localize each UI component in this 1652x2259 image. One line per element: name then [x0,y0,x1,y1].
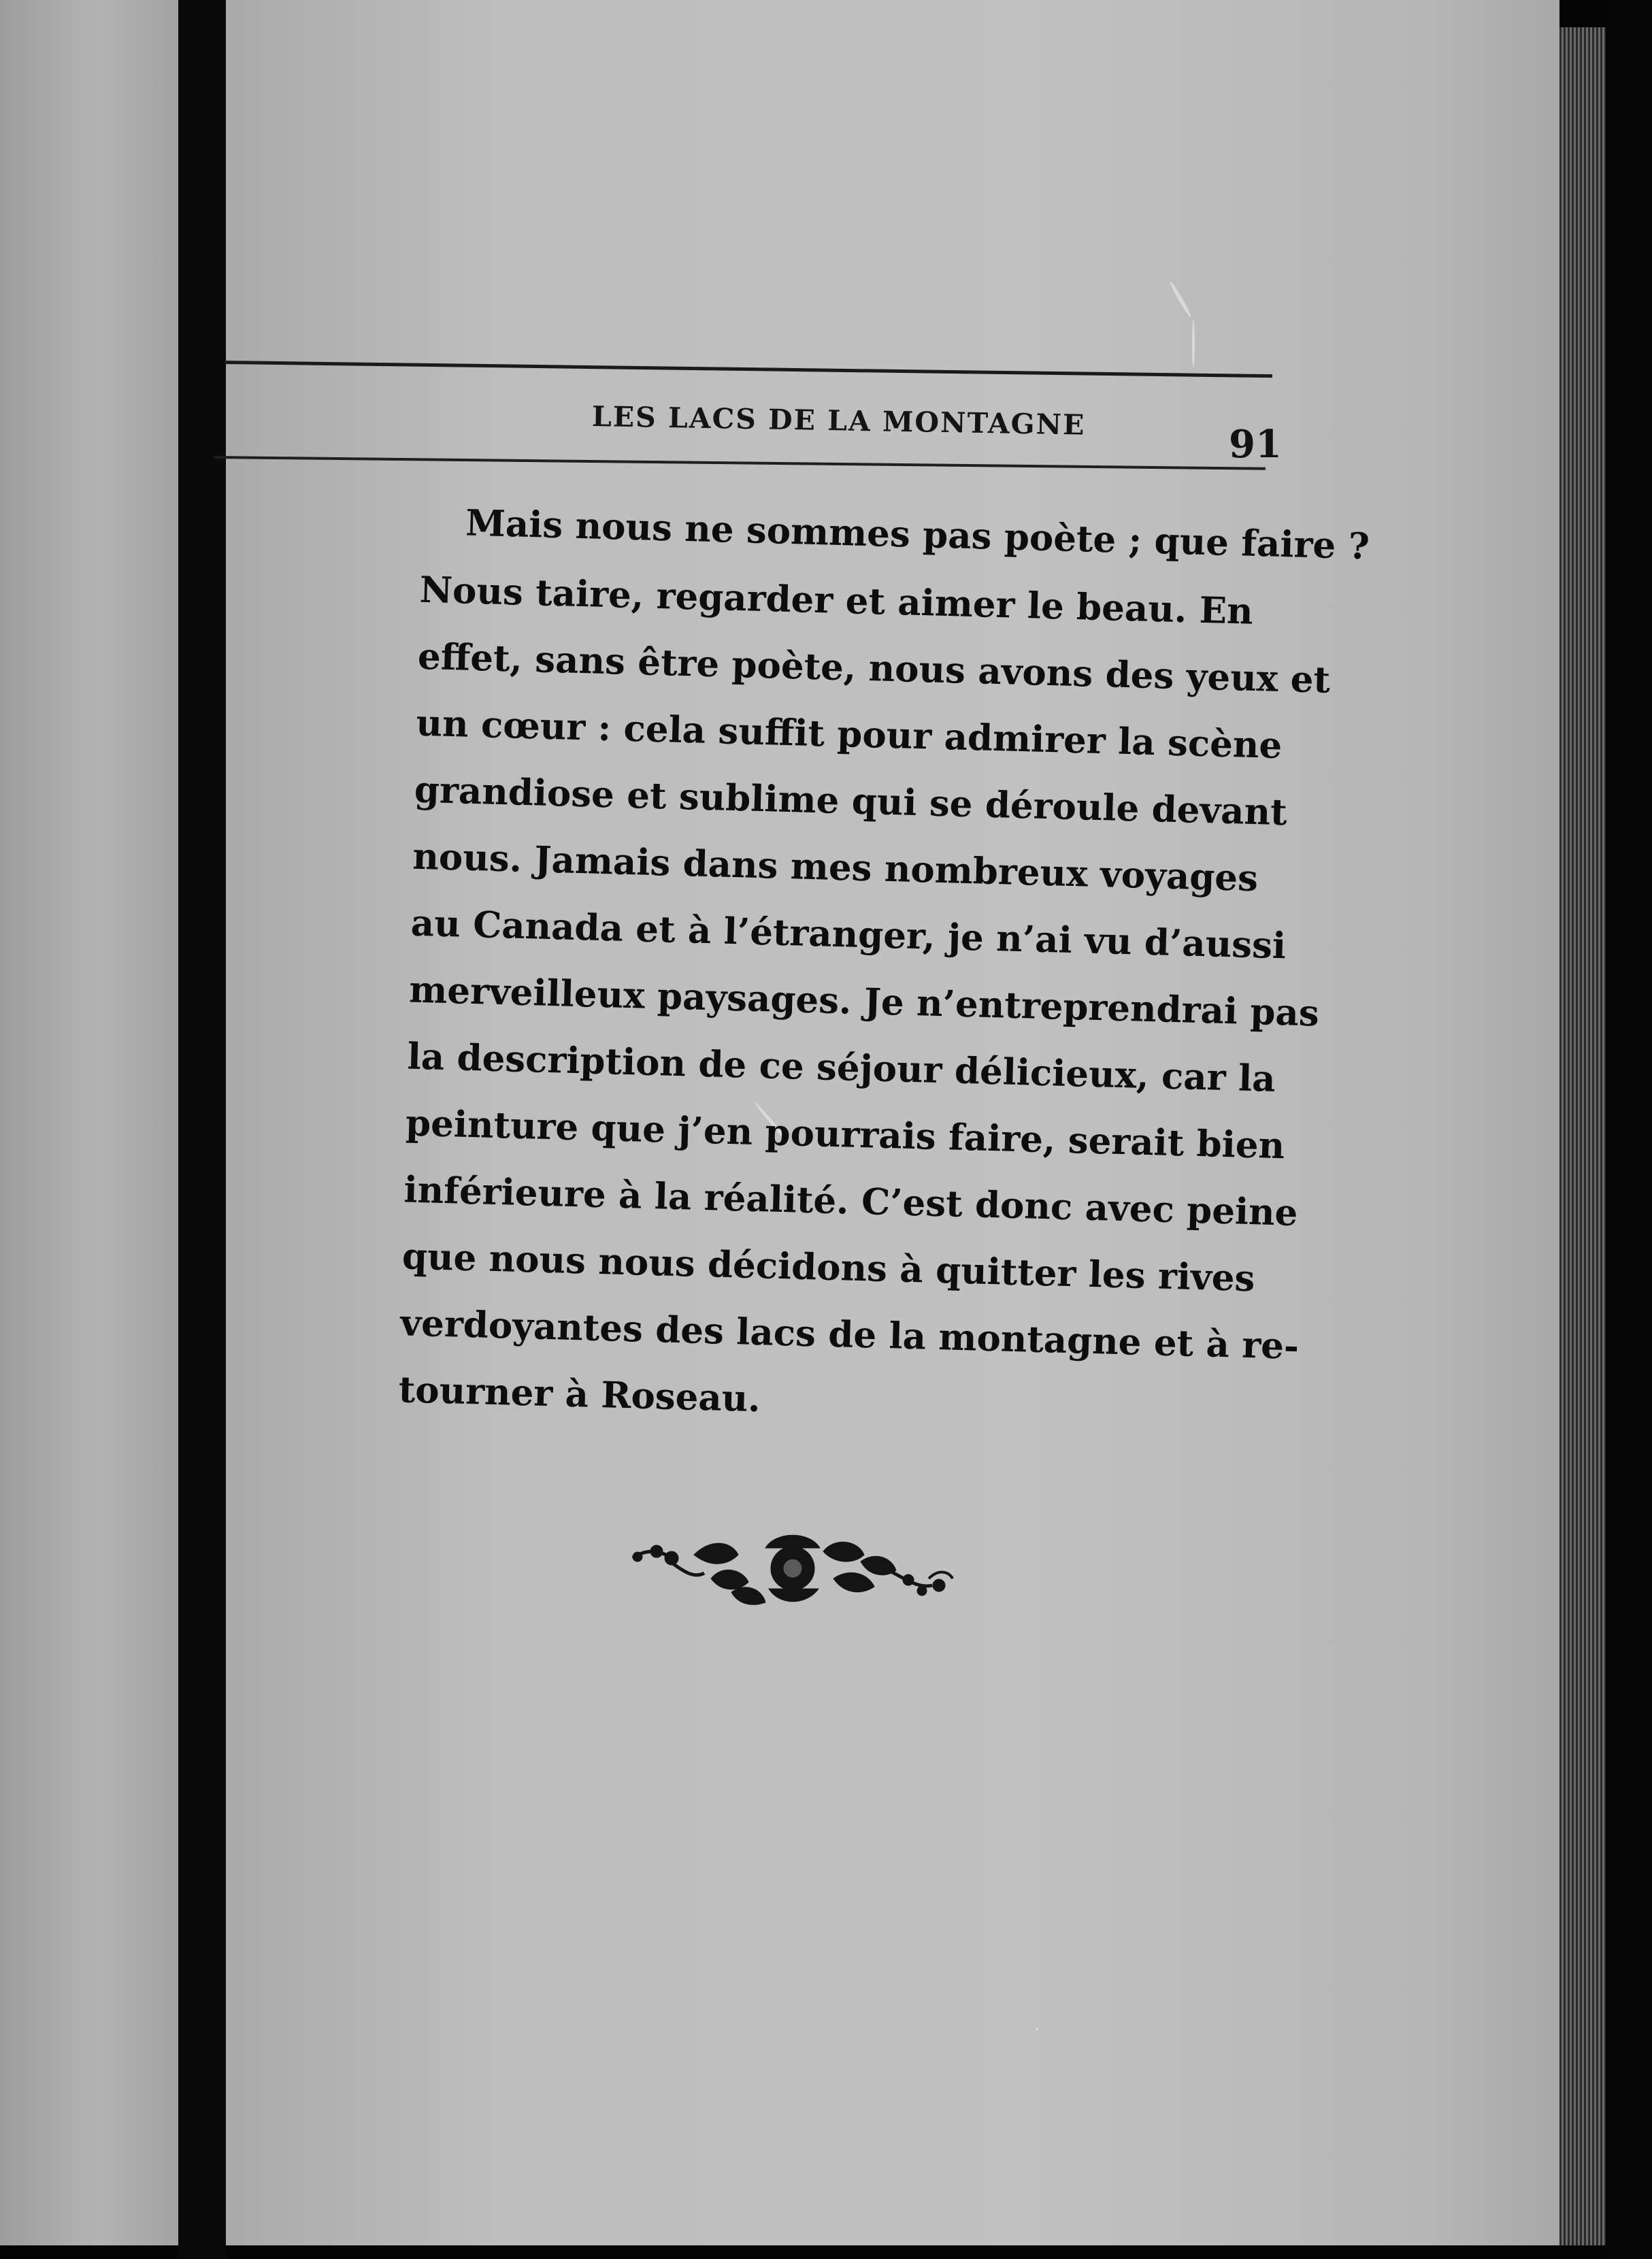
text-line: peinture que j’en pourrais faire, serait bien [405,1102,1285,1168]
body-paragraph [377,501,1370,1464]
text-line: inférieure à la réalité. C’est donc avec peine [403,1168,1299,1234]
facing-page-edge [0,0,178,2245]
text-line: tourner à Roseau. [398,1368,761,1421]
text-line: nous. Jamais dans mes nombreux voyages [412,835,1259,900]
text-line: que nous nous décidons à quitter les rives [401,1235,1256,1300]
text-line: un cœur : cela suffit pour admirer la scène [415,702,1283,767]
floral-vine-ornament-icon [629,1531,956,1609]
text-line: grandiose et sublime qui se déroule devant [414,768,1288,834]
text-line: Nous taire, regarder et aimer le beau. En [418,568,1254,633]
scan-border [1606,0,1652,2259]
text-line: verdoyantes des lacs de la montagne et à re- [399,1302,1300,1368]
text-line: au Canada et à l’étranger, je n’ai vu d’aussi [410,902,1287,968]
text-line: la description de ce séjour délicieux, car la [406,1035,1276,1100]
page-number: 91 [1229,422,1282,467]
text-line: effet, sans être poète, nous avons des yeux et [417,635,1331,702]
book-gutter [178,0,226,2259]
running-head-title: LES LACS DE LA MONTAGNE [591,400,1086,442]
text-line: merveilleux paysages. Je n’entreprendrai pas [408,968,1320,1035]
text-line: Mais nous ne sommes pas poète ; que faire ? [465,501,1370,568]
